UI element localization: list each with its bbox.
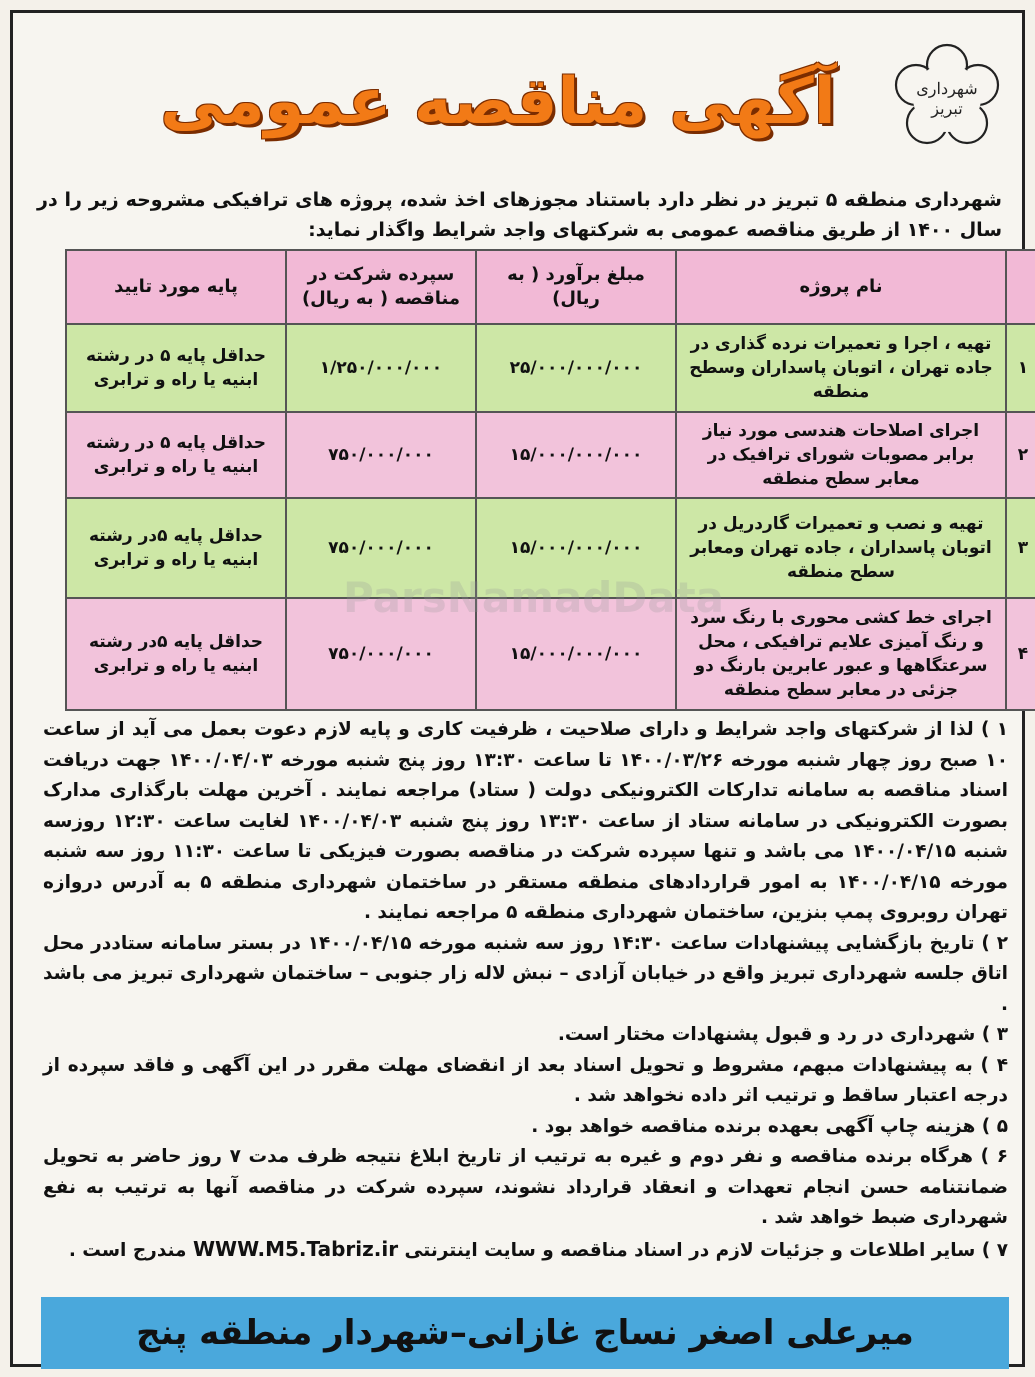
header-estimate: مبلغ برآورد ( به ریال) [476, 250, 676, 324]
term-3: ۳ ) شهرداری در رد و قبول پشنهادات مختار است. [557, 1024, 1008, 1045]
table-row [66, 324, 1035, 412]
term-4: ۴ ) به پیشنهادات مبهم، مشروط و تحویل اسناد بعد از انقضای مهلت مقرر در این آگهی و فاقد سپرده از درجه اعتبار ساقط و ترتیب اثر داده نخواهد شد . [43, 1054, 1008, 1106]
term-6: ۶ ) هرگاه برنده مناقصه و نفر دوم و غیره به ترتیب از تاریخ ابلاغ نتیجه ظرف مدت ۷ روز حاضر به تحویل ضمانتنامه حسن انجام تعهدات و انعقاد قرارداد نشوند، سپرده شرکت در مناقصه آنها به ترتیب به نفع شهرداری ضبط خواهد شد . [43, 1146, 1008, 1228]
notice-frame [10, 10, 1029, 1367]
row-project-name: تهیه ، اجرا و تعمیرات نرده گذاری در جاده تهران ، اتوبان پاسداران وسطح منطقه [676, 324, 1006, 412]
row-base: حداقل پایه ۵در رشته ابنیه یا راه و ترابری [66, 598, 286, 710]
row-estimate: ۱۵/۰۰۰/۰۰۰/۰۰۰ [476, 498, 676, 598]
row-num: ۲ [1006, 412, 1035, 498]
term-7-text: ۷ ) سایر اطلاعات و جزئیات لازم در اسناد مناقصه و سایت اینترنتی [404, 1239, 1008, 1261]
tabriz-municipality-logo [892, 43, 1002, 153]
logo-line-2: تبریز [931, 99, 963, 118]
website-link[interactable]: WWW.M5.Tabriz.ir [192, 1236, 399, 1261]
row-num: ۱ [1006, 324, 1035, 412]
table-row [66, 412, 1035, 498]
watermark: ParsNamadData [343, 573, 724, 622]
row-estimate: ۲۵/۰۰۰/۰۰۰/۰۰۰ [476, 324, 676, 412]
row-num: ۳ [1006, 498, 1035, 598]
row-project-name: اجرای خط کشی محوری با رنگ سرد و رنگ آمیزی علایم ترافیکی ، محل سرعتگاهها و عبور عابرین بارنگ دو جزئی در معابر سطح منطقه [676, 598, 1006, 710]
row-project-name: اجرای اصلاحات هندسی مورد نیاز برابر مصوبات شورای ترافیک در معابر سطح منطقه [676, 412, 1006, 498]
header-name: نام پروژه [676, 250, 1006, 324]
header-num [1006, 250, 1035, 324]
header-deposit: سپرده شرکت در مناقصه ( به ریال) [286, 250, 476, 324]
term-7-end: مندرج است . [68, 1239, 187, 1261]
projects-table [65, 249, 1035, 711]
logo-line-1: شهرداری [916, 79, 978, 98]
intro-text: شهرداری منطقه ۵ تبریز در نظر دارد باستناد مجوزهای اخذ شده، پروژه های ترافیکی مشروحه زیر را در سال ۱۴۰۰ از طریق مناقصه عمومی به شرکتهای واجد شرایط واگذار نماید: [37, 189, 1002, 241]
table-header-row [66, 250, 1035, 324]
term-7 [43, 1234, 1008, 1267]
header-base: پایه مورد تایید [66, 250, 286, 324]
row-base: حداقل پایه ۵در رشته ابنیه یا راه و ترابری [66, 498, 286, 598]
row-deposit: ۷۵۰/۰۰۰/۰۰۰ [286, 598, 476, 710]
row-estimate: ۱۵/۰۰۰/۰۰۰/۰۰۰ [476, 598, 676, 710]
logo-text [892, 79, 1002, 119]
term-5: ۵ ) هزینه چاپ آگهی بعهده برنده مناقصه خواهد بود . [531, 1115, 1008, 1137]
term-1: ۱ ) لذا از شرکتهای واجد شرایط و دارای صلاحیت ، ظرفیت کاری و پایه لازم دعوت بعمل می آید از ساعت ۱۰ صبح روز چهار شنبه مورخه ۱۴۰۰/۰۳/۲۶ تا ساعت ۱۳:۳۰ روز پنج شنبه مورخه ۱۴۰۰/۰۴/۰۳ جهت دریافت اسناد مناقصه به سامانه تدارکات الکترونیکی دولت ( ستاد) مراجعه نمایند . آخرین مهلت بارگذاری مدارک بصورت الکترونیکی در سامانه ستاد از ساعت ۱۳:۳۰ روز پنج شنبه ۱۴۰۰/۰۴/۰۳ لغایت ساعت ۱۲:۳۰ روزسه شنبه ۱۴۰۰/۰۴/۱۵ می باشد و تنها سپرده شرکت در مناقصه بصورت فیزیکی تا ساعت ۱۱:۳۰ روز سه شنبه مورخه ۱۴۰۰/۰۴/۱۵ به امور قراردادهای منطقه مستقر در ساختمان شهرداری منطقه ۵ به آدرس دروازه تهران روبروی پمپ بنزین، ساختمان شهرداری منطقه ۵ مراجعه نمایند . [43, 719, 1009, 923]
page-title: آگهی مناقصه عمومی [160, 65, 836, 139]
signature-banner: میرعلی اصغر نساج غازانی–شهردار منطقه پنج [41, 1297, 1009, 1369]
row-estimate: ۱۵/۰۰۰/۰۰۰/۰۰۰ [476, 412, 676, 498]
header [33, 23, 1008, 173]
row-deposit: ۱/۲۵۰/۰۰۰/۰۰۰ [286, 324, 476, 412]
row-deposit: ۷۵۰/۰۰۰/۰۰۰ [286, 412, 476, 498]
row-project-name: تهیه و نصب و تعمیرات گاردریل در اتوبان پاسداران ، جاده تهران ومعابر سطح منطقه [676, 498, 1006, 598]
row-base: حداقل پایه ۵ در رشته ابنیه یا راه و ترابری [66, 412, 286, 498]
term-2: ۲ ) تاریخ بازگشایی پیشنهادات ساعت ۱۴:۳۰ روز سه شنبه مورخه ۱۴۰۰/۰۴/۱۵ در بستر سامانه ستاددر محل اتاق جلسه شهرداری تبریز واقع در خیابان آزادی – نبش لاله زار جنوبی – ساختمان شهرداری تبریز می باشد . [43, 932, 1009, 1015]
row-deposit: ۷۵۰/۰۰۰/۰۰۰ [286, 498, 476, 598]
row-base: حداقل پایه ۵ در رشته ابنیه یا راه و ترابری [66, 324, 286, 412]
row-num: ۴ [1006, 598, 1035, 710]
terms-section [43, 715, 1008, 1266]
